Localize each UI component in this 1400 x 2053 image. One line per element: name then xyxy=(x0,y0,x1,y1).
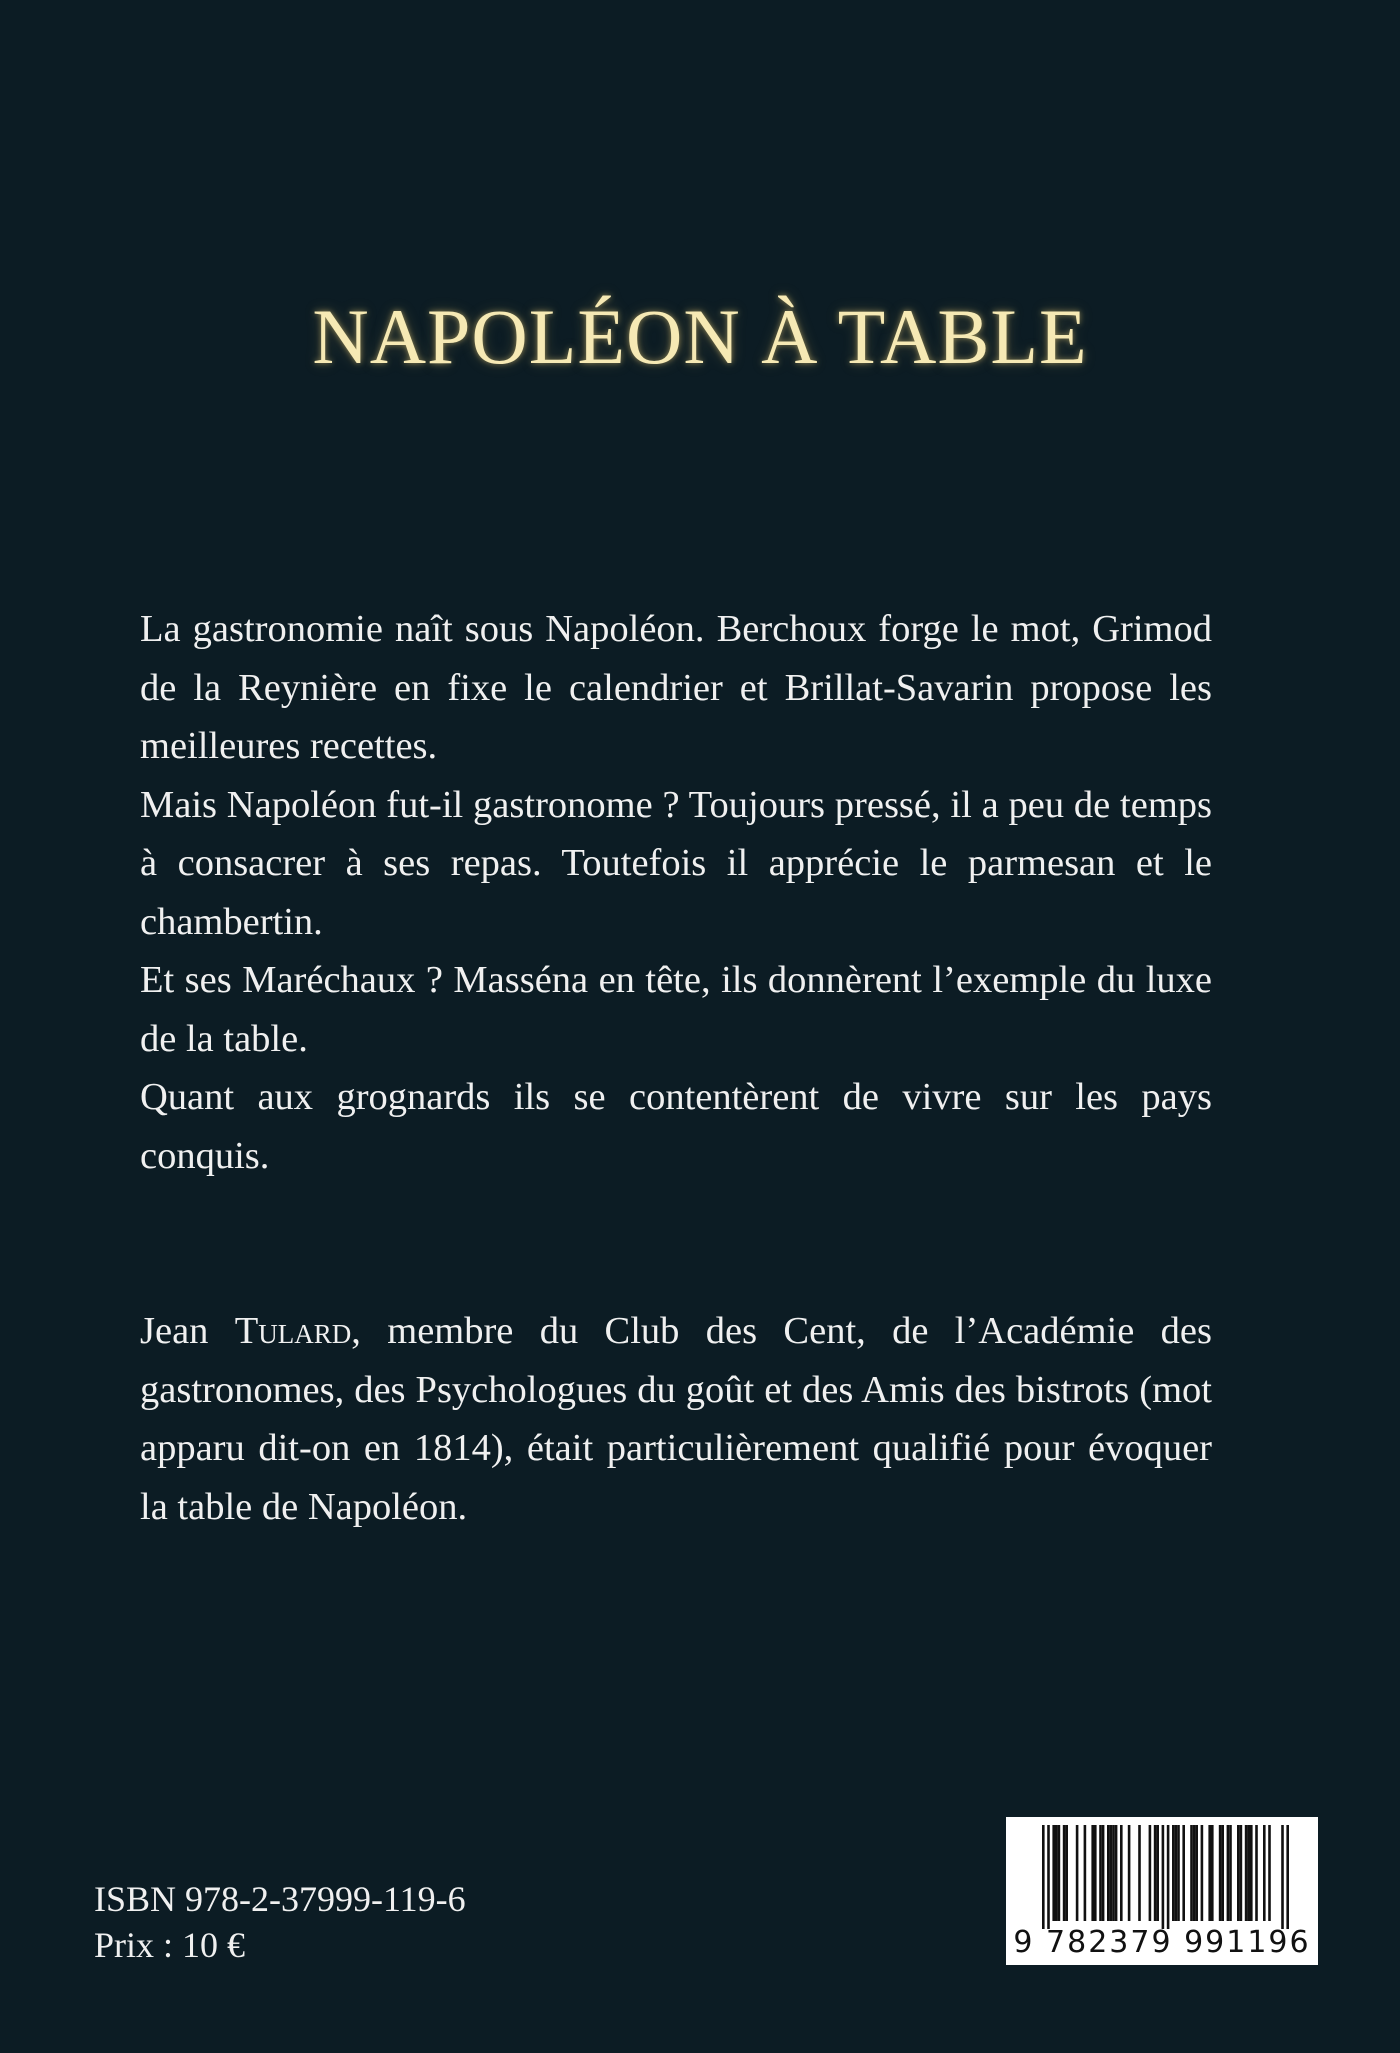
barcode-bar xyxy=(1286,1825,1289,1929)
barcode-bar xyxy=(1211,1825,1214,1921)
barcode-bar xyxy=(1099,1825,1102,1921)
barcode-bar xyxy=(1107,1825,1110,1921)
barcode-bar xyxy=(1154,1825,1157,1921)
barcode-bar xyxy=(1091,1825,1094,1921)
barcode-bar xyxy=(1052,1825,1055,1921)
barcode-bar xyxy=(1076,1825,1079,1921)
blurb xyxy=(140,600,1212,1185)
barcode-bar xyxy=(1120,1825,1123,1921)
barcode-bar xyxy=(1055,1825,1058,1921)
barcode-bar xyxy=(1245,1825,1248,1921)
barcode-bar xyxy=(1058,1825,1061,1921)
barcode-bar xyxy=(1047,1825,1050,1929)
barcode-bar xyxy=(1237,1825,1240,1921)
barcode-bar xyxy=(1110,1825,1113,1921)
barcode-bar xyxy=(1042,1825,1045,1929)
barcode-bar xyxy=(1149,1825,1152,1921)
barcode-bar xyxy=(1190,1825,1193,1921)
barcode-bar xyxy=(1193,1825,1196,1921)
barcode-bar xyxy=(1065,1825,1068,1921)
barcode-bar xyxy=(1138,1825,1141,1921)
blurb-paragraph: Quant aux grognards ils se contentèrent de vivre sur les pays conquis. xyxy=(140,1076,1212,1177)
barcode-bar xyxy=(1201,1825,1204,1921)
barcode-bar xyxy=(1102,1825,1105,1921)
blurb-paragraph: La gastronomie naît sous Napoléon. Berchoux forge le mot, Grimod de la Reynière en fixe le calendrier et Brillat-Savarin propose les meilleures recettes. xyxy=(140,608,1212,767)
barcode-bar xyxy=(1221,1825,1224,1921)
barcode-bar xyxy=(1281,1825,1284,1929)
barcode-bar xyxy=(1156,1825,1159,1921)
barcode-bar xyxy=(1182,1825,1185,1921)
barcode-bar xyxy=(1112,1825,1115,1921)
barcode-bar xyxy=(1128,1825,1131,1921)
isbn: ISBN 978-2-37999-119-6 xyxy=(94,1879,466,1919)
barcode-bar xyxy=(1175,1825,1178,1921)
barcode-bar xyxy=(1172,1825,1175,1921)
barcode-bar xyxy=(1229,1825,1232,1921)
author-last-name: Tulard xyxy=(234,1310,352,1352)
barcode-bar xyxy=(1227,1825,1230,1921)
price: Prix : 10 € xyxy=(94,1925,246,1965)
author-paragraph xyxy=(140,1302,1212,1536)
barcode-digits: 9 782379 991196 xyxy=(1013,1925,1311,1960)
barcode-bar xyxy=(1063,1825,1066,1921)
barcode-bar xyxy=(1208,1825,1211,1921)
blurb-paragraph: Et ses Maréchaux ? Masséna en tête, ils donnèrent l’exemple du luxe de la table. xyxy=(140,959,1212,1060)
barcode-bar xyxy=(1177,1825,1180,1921)
barcode-bar xyxy=(1255,1825,1258,1921)
blurb-paragraph: Mais Napoléon fut-il gastronome ? Toujours pressé, il a peu de temps à consacrer à ses repas. Toutefois il apprécie le parmesan et le chambertin. xyxy=(140,783,1212,943)
barcode-bar xyxy=(1268,1825,1271,1921)
author-first-name: Jean xyxy=(140,1310,209,1352)
barcode-bar xyxy=(1247,1825,1250,1921)
barcode-bar xyxy=(1219,1825,1222,1921)
barcode-bar xyxy=(1115,1825,1118,1921)
barcode-bar xyxy=(1250,1825,1253,1921)
author-bio-text: , membre du Club des Cent, de l’Académie des gastronomes, des Psychologues du goût et des Amis des bistrots (mot apparu dit-on en 1814), était particulièrement qualifié pour évoquer la table de Napoléon. xyxy=(140,1310,1213,1528)
barcode-bar xyxy=(1094,1825,1097,1921)
barcode-bar xyxy=(1167,1825,1170,1929)
barcode-bar xyxy=(1195,1825,1198,1921)
barcode-bar xyxy=(1084,1825,1087,1921)
barcode-bar xyxy=(1162,1825,1165,1929)
barcode-bar xyxy=(1263,1825,1266,1921)
barcode-bar xyxy=(1240,1825,1243,1921)
author-bio xyxy=(140,1302,1212,1536)
book-title: NAPOLÉON À TABLE xyxy=(312,293,1088,380)
isbn-block xyxy=(94,1876,466,1968)
barcode xyxy=(1006,1817,1318,1965)
